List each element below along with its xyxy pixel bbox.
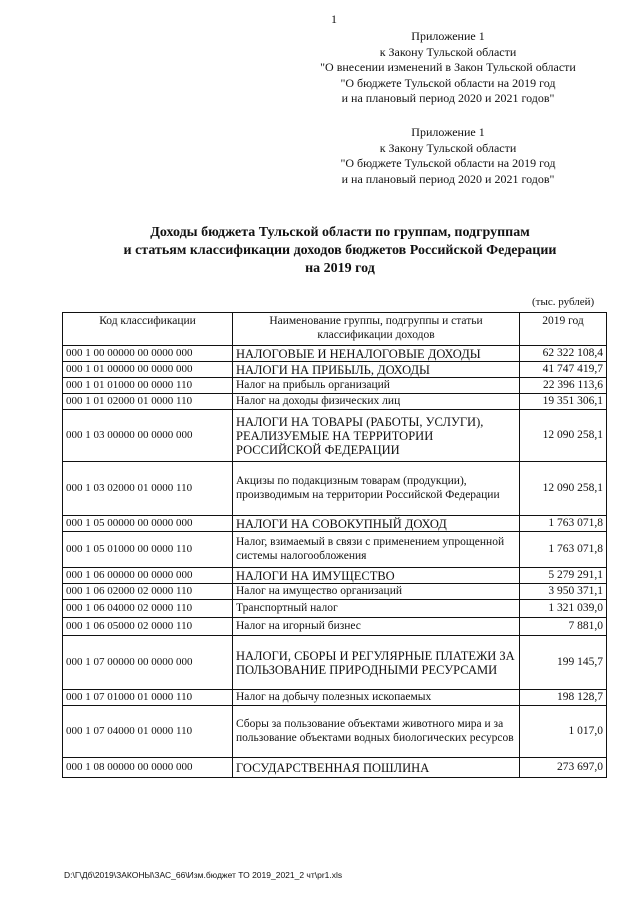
- units-label: (тыс. рублей): [532, 296, 595, 308]
- cell-amount: 199 145,7: [520, 636, 607, 690]
- cell-name: ГОСУДАРСТВЕННАЯ ПОШЛИНА: [233, 758, 520, 778]
- cell-amount: 1 017,0: [520, 706, 607, 758]
- cell-code: 000 1 01 01000 00 0000 110: [63, 378, 233, 394]
- table-row: [63, 758, 607, 778]
- cell-code: 000 1 03 00000 00 0000 000: [63, 410, 233, 462]
- cell-code: 000 1 03 02000 01 0000 110: [63, 462, 233, 516]
- table-row: [63, 636, 607, 690]
- cell-name: НАЛОГИ НА ПРИБЫЛЬ, ДОХОДЫ: [233, 362, 520, 378]
- cell-amount: 12 090 258,1: [520, 410, 607, 462]
- table-row: [63, 378, 607, 394]
- title-line: и статьям классификации доходов бюджетов Российской Федерации: [123, 243, 557, 258]
- table-row: [63, 532, 607, 568]
- table-row: [63, 568, 607, 584]
- cell-name: Налог на имущество организаций: [233, 584, 520, 600]
- appendix-line: "О внесении изменений в Закон Тульской области: [320, 60, 576, 74]
- cell-name: Сборы за пользование объектами животного мира и за пользование объектами водных биологических ресурсов: [233, 706, 520, 758]
- table-row: [63, 410, 607, 462]
- file-path-footer: D:\Г\Дб\2019\ЗАКОНЫ\ЗАС_66\Изм.бюджет ТО 2019_2021_2 чт\pr1.xls: [64, 870, 343, 880]
- cell-code: 000 1 06 00000 00 0000 000: [63, 568, 233, 584]
- page-number: 1: [331, 12, 337, 26]
- appendix-2-header: [278, 125, 618, 187]
- cell-amount: 7 881,0: [520, 618, 607, 636]
- title-line: Доходы бюджета Тульской области по группам, подгруппам: [150, 225, 530, 240]
- cell-name: НАЛОГИ НА ИМУЩЕСТВО: [233, 568, 520, 584]
- title-line: на 2019 год: [305, 261, 375, 276]
- appendix-line: "О бюджете Тульской области на 2019 год: [340, 156, 556, 170]
- appendix-line: к Закону Тульской области: [379, 140, 517, 155]
- table-row: [63, 394, 607, 410]
- cell-code: 000 1 06 04000 02 0000 110: [63, 600, 233, 618]
- table-row: [63, 362, 607, 378]
- appendix-line: к Закону Тульской области: [379, 44, 517, 59]
- cell-name: Акцизы по подакцизным товарам (продукции), производимым на территории Российской Федерации: [233, 462, 520, 516]
- cell-amount: 62 322 108,4: [520, 346, 607, 362]
- cell-code: 000 1 08 00000 00 0000 000: [63, 758, 233, 778]
- header-code: Код классификации: [63, 313, 233, 346]
- document-title: [60, 224, 620, 278]
- appendix-line: и на плановый период 2020 и 2021 годов": [341, 91, 555, 105]
- header-amount: 2019 год: [520, 313, 607, 346]
- table-row: [63, 618, 607, 636]
- cell-code: 000 1 07 00000 00 0000 000: [63, 636, 233, 690]
- table-row: [63, 462, 607, 516]
- cell-name: НАЛОГОВЫЕ И НЕНАЛОГОВЫЕ ДОХОДЫ: [233, 346, 520, 362]
- cell-amount: 1 763 071,8: [520, 516, 607, 532]
- cell-code: 000 1 07 01000 01 0000 110: [63, 690, 233, 706]
- cell-name: Транспортный налог: [233, 600, 520, 618]
- cell-amount: 273 697,0: [520, 758, 607, 778]
- cell-code: 000 1 05 01000 00 0000 110: [63, 532, 233, 568]
- cell-amount: 1 763 071,8: [520, 532, 607, 568]
- cell-amount: 3 950 371,1: [520, 584, 607, 600]
- cell-name: НАЛОГИ НА СОВОКУПНЫЙ ДОХОД: [233, 516, 520, 532]
- cell-amount: 12 090 258,1: [520, 462, 607, 516]
- income-table: [62, 312, 607, 778]
- appendix-1-header: [278, 29, 618, 107]
- table-row: [63, 600, 607, 618]
- cell-name: НАЛОГИ НА ТОВАРЫ (РАБОТЫ, УСЛУГИ), РЕАЛИЗУЕМЫЕ НА ТЕРРИТОРИИ РОССИЙСКОЙ ФЕДЕРАЦИИ: [233, 410, 520, 462]
- cell-amount: 1 321 039,0: [520, 600, 607, 618]
- cell-amount: 5 279 291,1: [520, 568, 607, 584]
- cell-amount: 19 351 306,1: [520, 394, 607, 410]
- cell-name: НАЛОГИ, СБОРЫ И РЕГУЛЯРНЫЕ ПЛАТЕЖИ ЗА ПОЛЬЗОВАНИЕ ПРИРОДНЫМИ РЕСУРСАМИ: [233, 636, 520, 690]
- table-row: [63, 516, 607, 532]
- table-row: [63, 346, 607, 362]
- cell-amount: 41 747 419,7: [520, 362, 607, 378]
- appendix-line: и на плановый период 2020 и 2021 годов": [341, 171, 555, 186]
- cell-name: Налог на прибыль организаций: [233, 378, 520, 394]
- cell-code: 000 1 07 04000 01 0000 110: [63, 706, 233, 758]
- table-body: [63, 346, 607, 778]
- appendix-line: Приложение 1: [411, 29, 485, 43]
- table-row: [63, 706, 607, 758]
- table-header-row: [63, 313, 607, 346]
- appendix-line: Приложение 1: [411, 125, 485, 139]
- cell-code: 000 1 05 00000 00 0000 000: [63, 516, 233, 532]
- cell-name: Налог на игорный бизнес: [233, 618, 520, 636]
- cell-code: 000 1 00 00000 00 0000 000: [63, 346, 233, 362]
- header-name: Наименование группы, подгруппы и статьи классификации доходов: [233, 313, 520, 346]
- cell-name: Налог, взимаемый в связи с применением упрощенной системы налогообложения: [233, 532, 520, 568]
- cell-amount: 198 128,7: [520, 690, 607, 706]
- cell-amount: 22 396 113,6: [520, 378, 607, 394]
- cell-name: Налог на добычу полезных ископаемых: [233, 690, 520, 706]
- appendix-line: "О бюджете Тульской области на 2019 год: [340, 75, 556, 90]
- cell-code: 000 1 06 05000 02 0000 110: [63, 618, 233, 636]
- cell-code: 000 1 01 02000 01 0000 110: [63, 394, 233, 410]
- cell-name: Налог на доходы физических лиц: [233, 394, 520, 410]
- table-row: [63, 690, 607, 706]
- table-row: [63, 584, 607, 600]
- cell-code: 000 1 06 02000 02 0000 110: [63, 584, 233, 600]
- cell-code: 000 1 01 00000 00 0000 000: [63, 362, 233, 378]
